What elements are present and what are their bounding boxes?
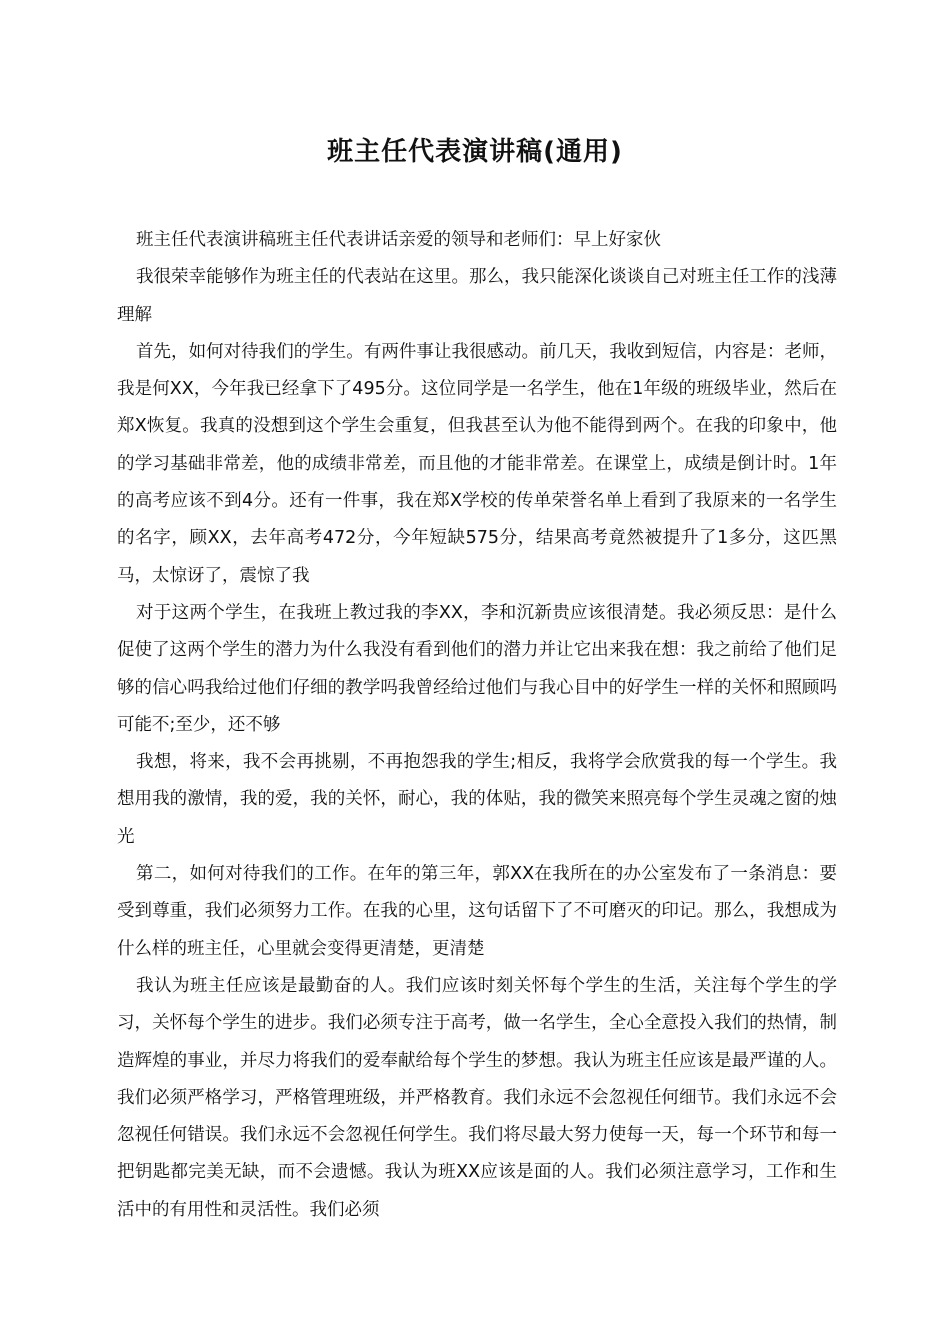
paragraph-4: 对于这两个学生，在我班上教过我的李XX，李和沉新贵应该很清楚。我必须反思：是什么促使了这两个学生的潜力为什么我没有看到他们的潜力并让它出来我在想：我之前给了他们足够的信心吗我给过他们仔细的教学吗我曾经给过他们与我心目中的好学生一样的关怀和照顾吗可能不;至少，还不够 xyxy=(117,602,837,735)
document-title: 班主任代表演讲稿(通用) xyxy=(327,137,623,167)
paragraph-7: 我认为班主任应该是最勤奋的人。我们应该时刻关怀每个学生的生活，关注每个学生的学习，关怀每个学生的进步。我们必须专注于高考，做一名学生，全心全意投入我们的热情，制造辉煌的事业，并尽力将我们的爱奉献给每个学生的梦想。我认为班主任应该是最严谨的人。我们必须严格学习，严格管理班级，并严格教育。我们永远不会忽视任何细节。我们永远不会忽视任何错误。我们永远不会忽视任何学生。我们将尽最大努力使每一天，每一个环节和每一把钥匙都完美无缺，而不会遗憾。我认为班XX应该是面的人。我们必须注意学习，工作和生活中的有用性和灵活性。我们必须 xyxy=(117,975,837,1220)
document-body xyxy=(117,222,837,1229)
paragraph-2: 我很荣幸能够作为班主任的代表站在这里。那么，我只能深化谈谈自己对班主任工作的浅薄理解 xyxy=(117,267,837,325)
paragraph-6: 第二，如何对待我们的工作。在年的第三年，郭XX在我所在的办公室发布了一条消息：要受到尊重，我们必须努力工作。在我的心里，这句话留下了不可磨灭的印记。那么，我想成为什么样的班主任，心里就会变得更清楚，更清楚 xyxy=(117,864,837,959)
paragraph-3: 首先，如何对待我们的学生。有两件事让我很感动。前几天，我收到短信，内容是：老师，我是何XX，今年我已经拿下了495分。这位同学是一名学生，他在1年级的班级毕业，然后在郑X恢复。我真的没想到这个学生会重复，但我甚至认为他不能得到两个。在我的印象中，他的学习基础非常差，他的成绩非常差，而且他的才能非常差。在课堂上，成绩是倒计时。1年的高考应该不到4分。还有一件事，我在郑X学校的传单荣誉名单上看到了我原来的一名学生的名字，顾XX，去年高考472分，今年短缺575分，结果高考竟然被提升了1多分，这匹黑马，太惊讶了，震惊了我 xyxy=(117,341,837,586)
paragraph-1: 班主任代表演讲稿班主任代表讲话亲爱的领导和老师们：早上好家伙 xyxy=(136,230,661,250)
paragraph-5: 我想，将来，我不会再挑剔，不再抱怨我的学生;相反，我将学会欣赏我的每一个学生。我想用我的激情，我的爱，我的关怀，耐心，我的体贴，我的微笑来照亮每个学生灵魂之窗的烛光 xyxy=(117,752,837,847)
